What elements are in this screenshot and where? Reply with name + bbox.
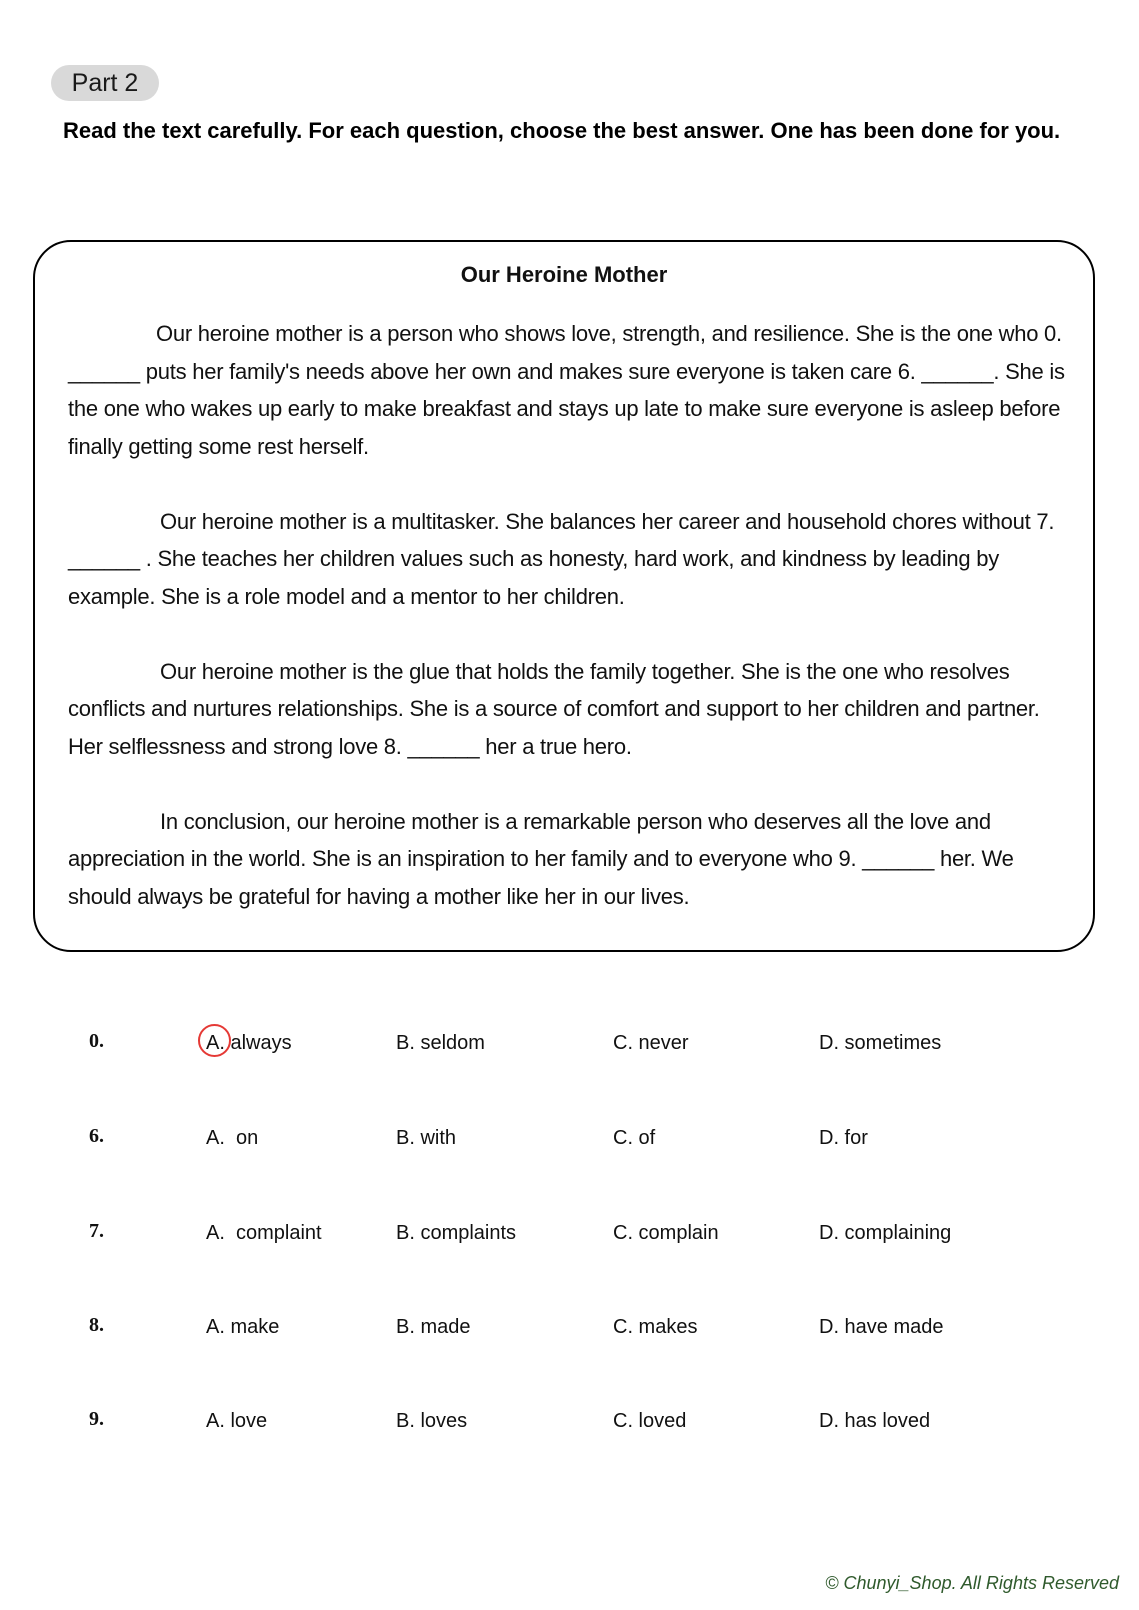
section-label-pill: Part 2 [51,65,159,101]
option-d[interactable]: D. for [819,1127,868,1149]
question-number: 7. [89,1220,104,1242]
question-row-6 [0,1125,1139,1165]
option-b[interactable]: B. seldom [396,1032,485,1054]
question-row-0 [0,1030,1139,1070]
option-b[interactable]: B. loves [396,1410,468,1432]
option-text: always [224,1032,292,1054]
option-b[interactable]: B. complaints [396,1222,517,1244]
story-paragraph: Our heroine mother is a multitasker. She balances her career and household chores without 7. ______ . She teaches her children values such as honesty, hard work, and kindness by leading by example. She is a role model and a mentor to her children. [68,508,1055,609]
story-paragraph: Our heroine mother is a person who shows love, strength, and resilience. She is the one who 0. ______ puts her family's needs above her own and makes sure everyone is taken care 6. ______. She is the one who wakes up early to make breakfast and stays up late to make sure everyone is asleep before finally getting some rest herself. [68,321,1065,459]
question-number: 9. [89,1408,104,1430]
story-body [68,315,1071,953]
option-c[interactable]: C. makes [613,1316,698,1338]
answer-circle-icon [198,1024,231,1057]
option-b[interactable]: B. made [396,1316,471,1338]
question-row-9 [0,1408,1139,1448]
story-paragraph: In conclusion, our heroine mother is a remarkable person who deserves all the love and appreciation in the world. She is an inspiration to her family and to everyone who 9. ______ her. We should always be grateful for having a mother like her in our lives. [68,808,1014,909]
option-a[interactable]: A. love [206,1410,268,1432]
option-c[interactable]: C. never [613,1032,689,1054]
question-number: 8. [89,1314,104,1336]
story-paragraph: Our heroine mother is the glue that holds the family together. She is the one who resolves conflicts and nurtures relationships. She is a source of comfort and support to her children and partner. Her selflessness and strong love 8. ______ her a true hero. [68,658,1040,759]
option-a[interactable]: A. on [206,1127,259,1149]
option-d[interactable]: D. have made [819,1316,944,1338]
copyright-footer: © Chunyi_Shop. All Rights Reserved [825,1573,1119,1593]
instructions-text: Read the text carefully. For each question, choose the best answer. One has been done for you. [63,118,1061,143]
option-b[interactable]: B. with [396,1127,457,1149]
option-letter: A. [206,1032,225,1054]
question-number: 6. [89,1125,104,1147]
question-number: 0. [89,1030,104,1052]
story-title: Our Heroine Mother [460,262,668,287]
option-c[interactable]: C. complain [613,1222,719,1244]
option-d[interactable]: D. complaining [819,1222,952,1244]
option-d[interactable]: D. sometimes [819,1032,942,1054]
option-c[interactable]: C. loved [613,1410,687,1432]
story-box [33,240,1095,952]
option-a[interactable] [206,1032,292,1055]
question-row-7 [0,1220,1139,1260]
option-d[interactable]: D. has loved [819,1410,931,1432]
selected-answer-marker [206,1032,225,1055]
option-a[interactable]: A. make [206,1316,280,1338]
option-a[interactable]: A. complaint [206,1222,322,1244]
question-row-8 [0,1314,1139,1354]
option-c[interactable]: C. of [613,1127,656,1149]
